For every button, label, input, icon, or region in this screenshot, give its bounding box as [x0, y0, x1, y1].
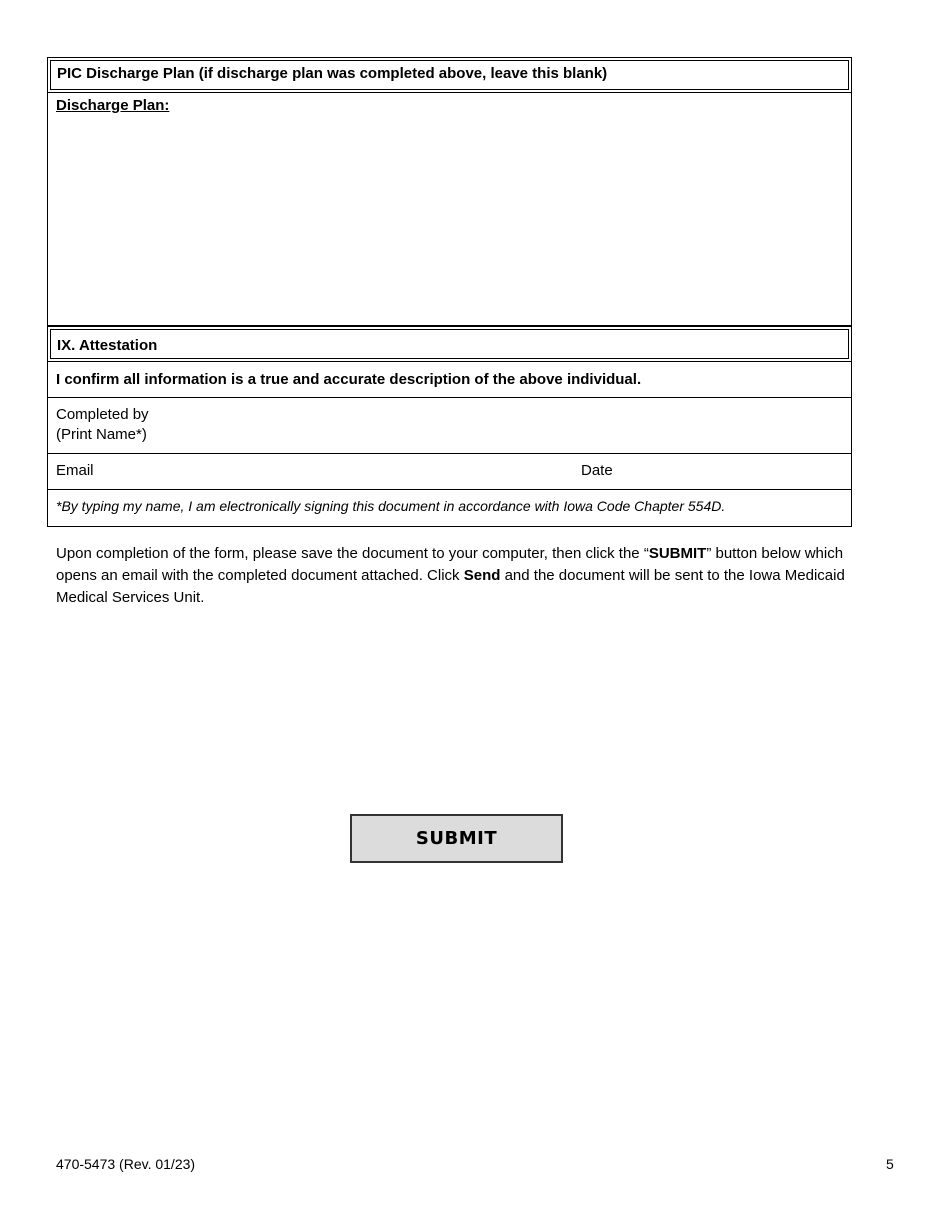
completed-by-sublabel: (Print Name*) — [56, 426, 147, 443]
email-date-row — [47, 454, 852, 490]
instructions-text-3: and the document will be sent to the Iowa Medicaid Medical Services Unit. — [56, 567, 845, 606]
signature-note-row — [47, 490, 852, 527]
completed-by-label: Completed by — [56, 406, 149, 423]
page-number: 5 — [886, 1156, 894, 1172]
discharge-plan-area — [47, 93, 852, 326]
instructions-send-word: Send — [463, 567, 501, 584]
instructions-paragraph — [56, 543, 886, 609]
date-input[interactable] — [628, 461, 842, 485]
discharge-plan-input[interactable] — [56, 123, 843, 319]
completed-by-input[interactable] — [208, 414, 832, 438]
email-input[interactable] — [108, 461, 572, 485]
attestation-confirm-row — [47, 362, 852, 398]
attestation-header-text: IX. Attestation — [57, 337, 158, 354]
attestation-header — [47, 326, 852, 362]
instructions-text-1: Upon completion of the form, please save the document to your computer, then click the “ — [56, 545, 649, 562]
signature-note: *By typing my name, I am electronically signing this document in accordance with Iowa Code Chapter 554D. — [56, 498, 726, 514]
date-label: Date — [581, 462, 613, 479]
attestation-confirm-text: I confirm all information is a true and accurate description of the above individual. — [56, 371, 642, 388]
submit-button[interactable]: SUBMIT — [350, 814, 563, 863]
discharge-plan-label: Discharge Plan: — [56, 97, 170, 114]
instructions-text-2: ” button below which opens an email with the completed document attached. Click — [56, 545, 844, 584]
email-label: Email — [56, 462, 94, 479]
instructions-submit-word: SUBMIT — [648, 545, 707, 562]
discharge-plan-header-text: PIC Discharge Plan (if discharge plan was completed above, leave this blank) — [57, 65, 608, 82]
discharge-plan-header — [47, 57, 852, 93]
form-number: 470-5473 (Rev. 01/23) — [56, 1156, 196, 1172]
completed-by-row — [47, 398, 852, 454]
